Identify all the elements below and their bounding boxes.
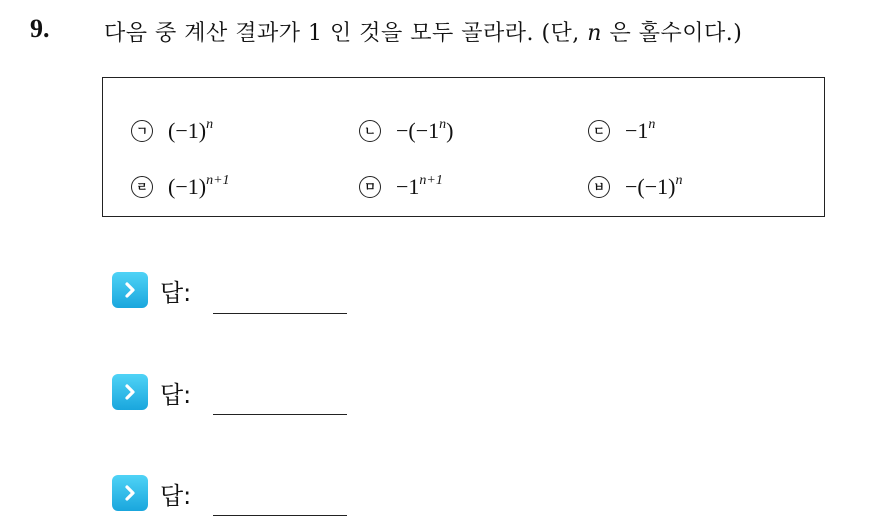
- option-5: [359, 174, 443, 200]
- option-3: [588, 118, 655, 144]
- option-expression-4: $(-1)^{n+1}$: [168, 173, 230, 199]
- option-expression-5: $-1^{n+1}$: [396, 173, 443, 199]
- option-marker-5: ㅁ: [359, 176, 381, 198]
- chevron-right-icon[interactable]: [112, 374, 148, 410]
- answer-blank-2[interactable]: [213, 414, 347, 415]
- option-marker-6: ㅂ: [588, 176, 610, 198]
- answer-label: 답:: [160, 380, 192, 409]
- answer-blank-1[interactable]: [213, 313, 347, 314]
- answer-label: 답:: [160, 481, 192, 510]
- question-text-before: 다음 중 계산 결과가 1 인 것을 모두 골라라. (단,: [104, 21, 588, 46]
- answer-row-2: [112, 374, 191, 410]
- answer-label: 답:: [160, 278, 192, 307]
- option-expression-3: $-1^n$: [625, 117, 656, 143]
- option-marker-3: ㄷ: [588, 120, 610, 142]
- chevron-right-icon[interactable]: [112, 475, 148, 511]
- option-6: [588, 174, 682, 200]
- option-4: [131, 174, 230, 200]
- option-2: [359, 118, 453, 144]
- answer-row-3: [112, 475, 191, 511]
- answer-blank-3[interactable]: [213, 515, 347, 516]
- answer-row-1: [112, 272, 191, 308]
- option-expression-1: $(-1)^n$: [168, 117, 214, 143]
- options-box: [102, 77, 825, 217]
- option-expression-6: $-(-1)^n$: [625, 173, 683, 199]
- question-variable: n: [587, 21, 602, 46]
- question-text-after: 은 홀수이다.): [601, 21, 743, 46]
- chevron-right-icon[interactable]: [112, 272, 148, 308]
- question-number: 9.: [30, 14, 50, 43]
- option-marker-1: ㄱ: [131, 120, 153, 142]
- option-marker-2: ㄴ: [359, 120, 381, 142]
- option-1: [131, 118, 213, 144]
- option-marker-4: ㄹ: [131, 176, 153, 198]
- option-expression-2: $-(-1^n)$: [396, 117, 454, 143]
- question-text: [104, 16, 742, 47]
